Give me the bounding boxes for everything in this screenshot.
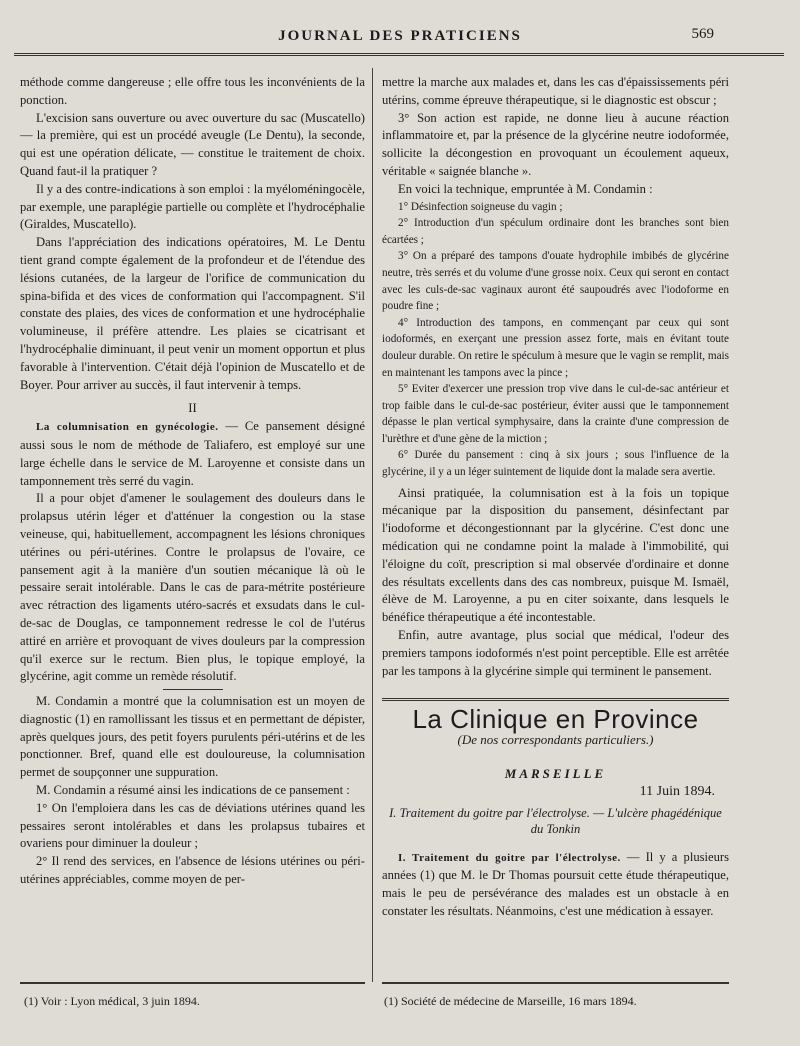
paragraph: Dans l'appréciation des indications opératoires, M. Le Dentu tient grand compte également de la profondeur et de l'étendue des lésions cutanées, de la largeur de l'orifice de communication du spina-bifida et des vices de conformation qui l'accompagnent. S'il constate des plaies, des vices de conformation et une hydrocéphalie volumineuse, il préfère attendre. Les plaies se cicatrisant et l'hydrocéphalie diminuant, il peut venir un moment opportun et plus favorable à l'intervention. C'était déjà l'opinion de Muscatello et de Boyer. Pour arriver au succès, il faut intervenir à temps. — [20, 235, 365, 392]
paragraph: Il a pour objet d'amener le soulagement des douleurs dans le prolapsus utérin léger et d'atténuer la congestion ou la stase veineuse, qui, habituellement, accompagnent les lésions chroniques utérines ou péri-utérines. Contre le prolapsus de l'ovaire, ce pansement agit à la manière d'un soutien mécanique là où le pessaire serait intolérable. Dans le cas de para-métrite postérieure avec rétraction des ligaments utéro-sacrés et exsudats dans le cul-de-sac de Douglas, ce tamponnement redresse le col de l'utérus attiré en arrière et provoquant de vives douleurs par la compression qu'il exerce sur le rectum. Bien plus, le topique employé, la glycérine, agit comme un remède résolutif. — [20, 491, 365, 684]
city-heading: MARSEILLE — [504, 766, 607, 782]
technique-item: 2° Introduction d'un spéculum ordinaire dont les branches sont bien écartées ; — [382, 217, 729, 246]
technique-item: 3° On a préparé des tampons d'ouate hydrophile imbibés de glycérine neutre, très serrés et du volume d'une grosse noix. Ceux qui seront en contact avec les culs-de-sac vaginaux auront été saupoudrés avec l'iodoforme en poudre fine ; — [382, 250, 729, 313]
footnote-rule-left — [20, 982, 365, 984]
technique-item: 5° Eviter d'exercer une pression trop vive dans le cul-de-sac antérieur et trop faible dans le cul-de-sac postérieur, éviter aussi que le tamponnement dépasse le plan vertical symphysaire, dans la crainte d'une compression de l'urèthre et d'une gène de la miction ; — [382, 383, 729, 445]
paragraph: 2° Il rend des services, en l'absence de lésions utérines ou péri-utérines appréciables, comme moyen de per- — [20, 854, 365, 887]
section-heading: I. Traitement du goitre par l'électrolyse. — [398, 851, 621, 864]
topics-line: I. Traitement du goitre par l'électrolyse. — L'ulcère phagédénique du Tonkin — [389, 805, 722, 836]
section-number: II — [188, 401, 197, 416]
technique-item: 6° Durée du pansement : cinq à six jours ; sous l'influence de la glycérine, il y a un léger suintement de liquide dont la malade sera avertie. — [382, 449, 729, 479]
paragraph: 1° On l'emploiera dans les cas de déviations utérines quand les pessaires seront intolérables et dans les prolapsus tubaires et ovariens pour diminuer la douleur ; — [20, 800, 365, 851]
technique-item: 1° Désinfection soigneuse du vagin ; — [398, 200, 563, 213]
paragraph: Ainsi pratiquée, la columnisation est à la fois un topique mécanique par la disposition du pansement, désinfectant par l'iodoforme et décongestionnant par la glycérine. C'est donc une médication qui ne condamne point la malade à l'immobilité, qui l'éloigne du coït, prescription si mal observée d'ordinaire et donne des résultats excellents dans des cas nombreux, puisque M. Ismaël, élève de M. Laroyenne, a pu en citer soixante, dans lesquels le bénéfice thérapeutique a été incontestable. — [382, 485, 729, 625]
page-number: 569 — [691, 26, 714, 42]
paragraph: En voici la technique, empruntée à M. Condamin : — [398, 181, 653, 196]
right-column — [382, 74, 729, 921]
left-column — [20, 74, 365, 889]
paragraph: méthode comme dangereuse ; elle offre tous les inconvénients de la ponction. — [20, 75, 365, 107]
section-heading: La columnisation en gynécologie. — [36, 421, 219, 434]
footnote-left: (1) Voir : Lyon médical, 3 juin 1894. — [24, 994, 200, 1008]
technique-item: 4° Introduction des tampons, en commençant par ceux qui sont iodoformés, en exerçant une pression assez forte, mais en évitant toute douleur durable. On retire le spéculum à mesure que le vagin se remplit, mais en maintenant les tampons avec la pince ; — [382, 316, 730, 379]
footnote-right: (1) Société de médecine de Marseille, 16 mars 1894. — [384, 994, 637, 1008]
paragraph: Enfin, autre avantage, plus social que médical, l'odeur des premiers tampons iodoformés n'est point perceptible. Elle est arrêtée par les tampons à la glycérine simple qui terminent le pansement. — [382, 628, 729, 678]
header-rule — [14, 53, 784, 56]
section-text: — Ce pansement désigné aussi sous le nom de méthode de Taliafero, est employé sur une large échelle dans le service de M. Laroyenne et consiste dans un tamponnement très serré du vagin. — [20, 419, 365, 488]
separator-rule — [163, 689, 223, 690]
paragraph: M. Condamin a résumé ainsi les indications de ce pansement : — [36, 783, 350, 798]
journal-title: JOURNAL DES PRATICIENS — [278, 28, 522, 44]
section-title: La Clinique en Province — [412, 704, 699, 735]
paragraph: mettre la marche aux malades et, dans les cas d'épaississements péri utérins, comme épreuve thérapeutique, si le diagnostic est obscur ; — [382, 75, 729, 107]
paragraph — [20, 418, 365, 490]
paragraph: Il y a des contre-indications à son emploi : la myéloméningocèle, par exemple, une paraplégie partielle ou complète et l'hydrocéphalie (Giraldes, Muscatello). — [20, 181, 365, 232]
paragraph: L'excision sans ouverture ou avec ouverture du sac (Muscatello) — la première, qui est un procédé aveugle (Le Dentu), la seconde, qui est une opération délicate, — constitue le traitement de choix. Quand faut-il la pratiquer ? — [20, 110, 365, 178]
section-rule — [382, 698, 729, 701]
column-divider — [372, 68, 373, 982]
paragraph: 3° Son action est rapide, ne donne lieu à aucune réaction inflammatoire et, par la présence de la glycérine neutre iodoformée, sollicite la décongestion en provoquant un écoulement aqueux, véritable « saignée blanche ». — [382, 110, 729, 178]
section-subtitle: (De nos correspondants particuliers.) — [457, 732, 654, 748]
paragraph — [382, 849, 729, 921]
footnote-rule-right — [382, 982, 729, 984]
section-text: — Il y a plusieurs années (1) que M. le Dr Thomas poursuit cette étude thérapeutique, mais le peu de persévérance des malades est un obstacle à en constater les résultats. Néanmoins, c'est une médication à essayer. — [382, 849, 729, 919]
paragraph: M. Condamin a montré que la columnisation est un moyen de diagnostic (1) en ramollissant les tissus et en permettant de dépister, après quelques jours, des petit foyers purulents péri-utérins et de les ponctionner. Bref, quand elle est douloureuse, la columnisation permet de soupçonner une suppuration. — [20, 694, 365, 780]
page-header — [0, 28, 800, 50]
report-date: 11 Juin 1894. — [639, 783, 715, 799]
